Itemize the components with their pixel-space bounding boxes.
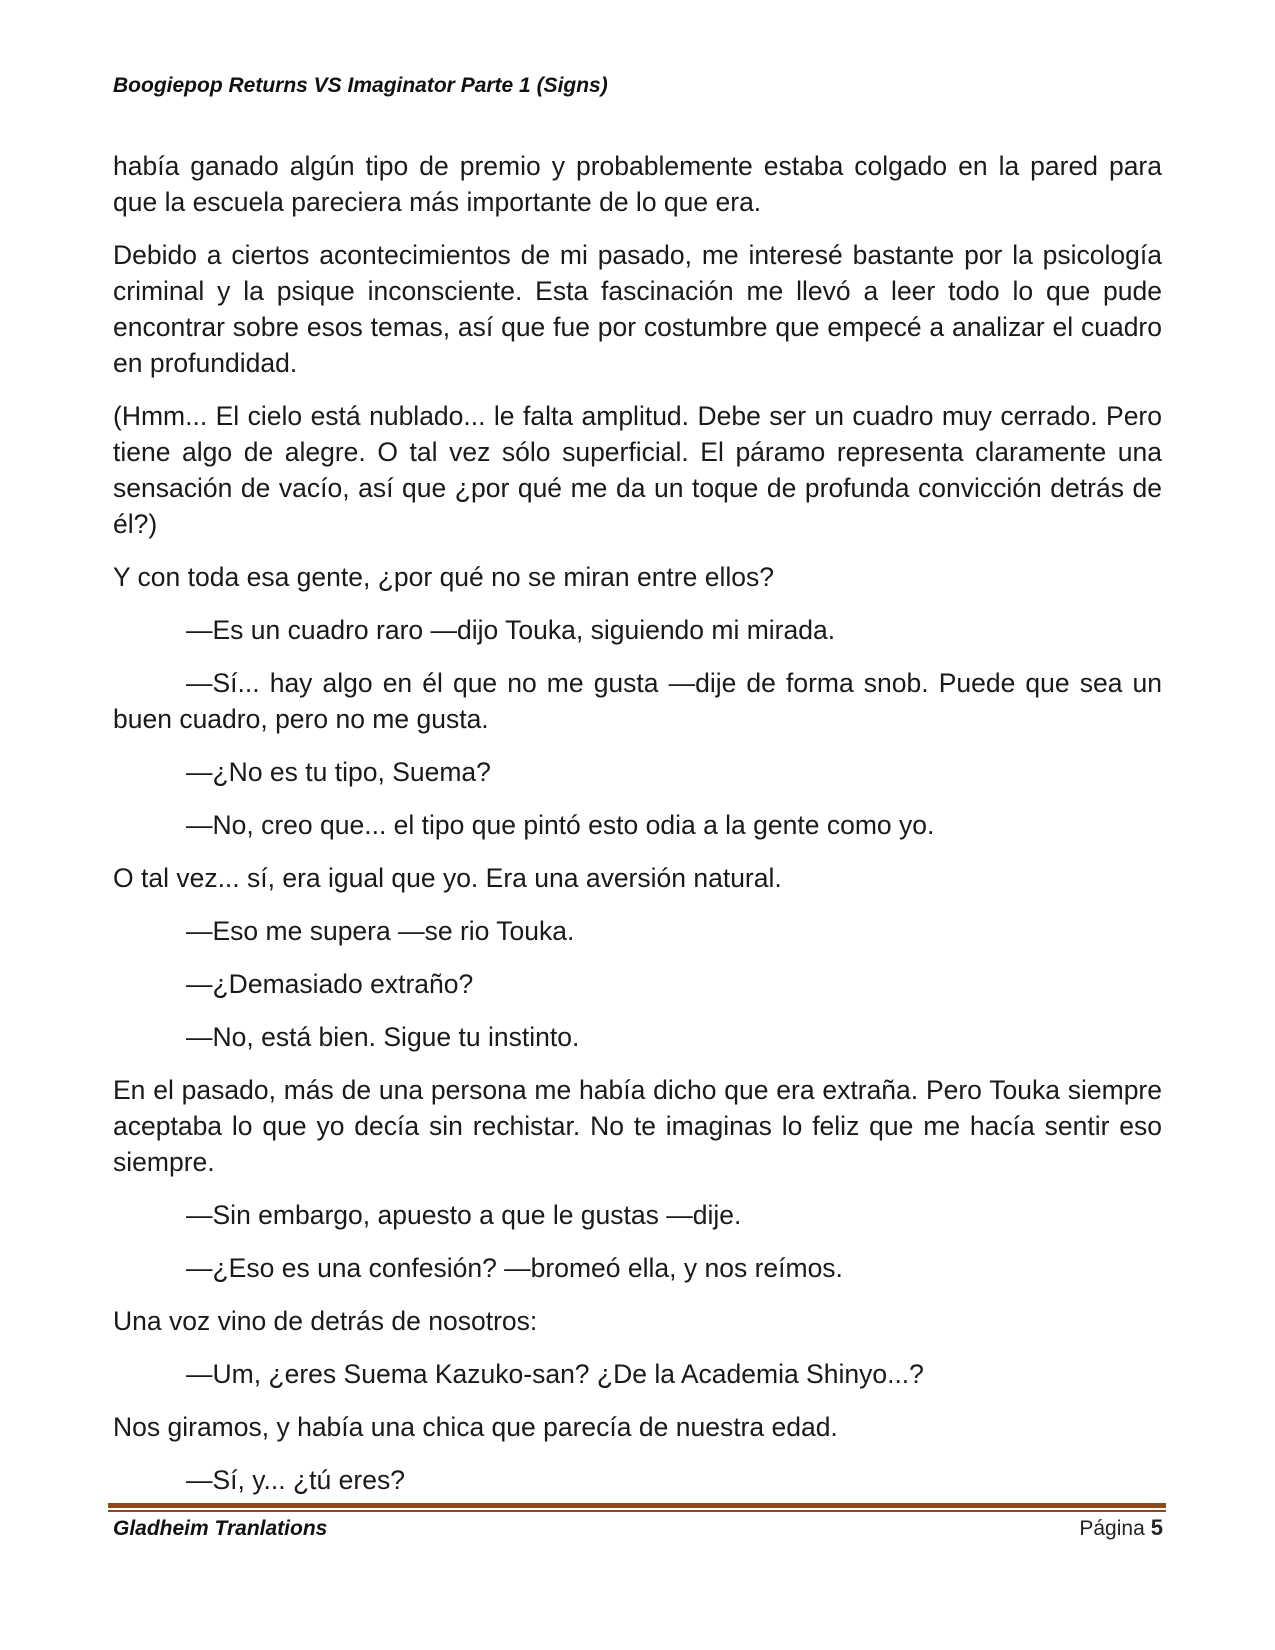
page-number: 5 — [1150, 1515, 1163, 1540]
paragraph: O tal vez... sí, era igual que yo. Era una aversión natural. — [113, 863, 782, 893]
footer-divider — [108, 1503, 1166, 1512]
footer-credit: Gladheim Tranlations — [113, 1517, 328, 1540]
dialogue-paragraph: —¿Demasiado extraño? — [186, 969, 474, 999]
paragraph: Nos giramos, y había una chica que parecía de nuestra edad. — [113, 1412, 838, 1442]
dialogue-paragraph: —Sí... hay algo en él que no me gusta —dije de forma snob. Puede que sea un buen cuadro, pero no me gusta. — [113, 668, 1162, 734]
dialogue-paragraph: —Um, ¿eres Suema Kazuko-san? ¿De la Academia Shinyo...? — [186, 1359, 924, 1389]
page-number-block — [1079, 1515, 1163, 1541]
paragraph: Y con toda esa gente, ¿por qué no se miran entre ellos? — [113, 562, 774, 592]
paragraph: (Hmm... El cielo está nublado... le falta amplitud. Debe ser un cuadro muy cerrado. Pero tiene algo de alegre. O tal vez sólo superficial. El páramo representa claramente una sensación de vacío, así que ¿por qué me da un toque de profunda convicción detrás de él?) — [113, 401, 1162, 539]
page-header-title: Boogiepop Returns VS Imaginator Parte 1 (Signs) — [113, 74, 608, 97]
dialogue-paragraph: —No, está bien. Sigue tu instinto. — [186, 1022, 580, 1052]
dialogue-paragraph: —No, creo que... el tipo que pintó esto odia a la gente como yo. — [186, 810, 935, 840]
dialogue-paragraph: —Sin embargo, apuesto a que le gustas —dije. — [186, 1200, 742, 1230]
footer-divider-thin — [108, 1510, 1166, 1512]
paragraph: Una voz vino de detrás de nosotros: — [113, 1306, 538, 1336]
page-label: Página — [1079, 1517, 1145, 1540]
paragraph: En el pasado, más de una persona me había dicho que era extraña. Pero Touka siempre aceptaba lo que yo decía sin rechistar. No te imaginas lo feliz que me hacía sentir eso siempre. — [113, 1075, 1162, 1177]
dialogue-paragraph: —Sí, y... ¿tú eres? — [186, 1465, 405, 1495]
footer-divider-thick — [108, 1503, 1166, 1508]
paragraph: había ganado algún tipo de premio y probablemente estaba colgado en la pared para que la escuela pareciera más importante de lo que era. — [113, 151, 1162, 217]
dialogue-paragraph: —¿No es tu tipo, Suema? — [186, 757, 491, 787]
dialogue-paragraph: —¿Eso es una confesión? —bromeó ella, y nos reímos. — [186, 1253, 843, 1283]
dialogue-paragraph: —Eso me supera —se rio Touka. — [186, 916, 575, 946]
dialogue-paragraph: —Es un cuadro raro —dijo Touka, siguiendo mi mirada. — [186, 615, 836, 645]
paragraph: Debido a ciertos acontecimientos de mi pasado, me interesé bastante por la psicología criminal y la psique inconsciente. Esta fascinación me llevó a leer todo lo que pude encontrar sobre esos temas, así que fue por costumbre que empecé a analizar el cuadro en profundidad. — [113, 240, 1162, 378]
body-text — [113, 148, 1162, 1515]
